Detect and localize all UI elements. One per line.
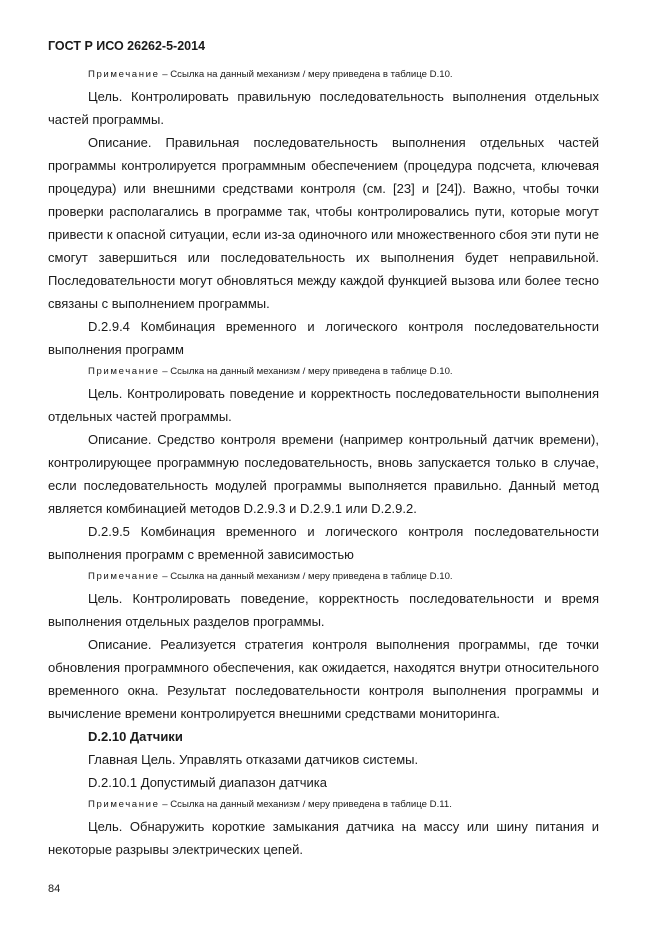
note-dash: – — [162, 799, 168, 810]
note-dash: – — [162, 69, 168, 80]
note — [48, 361, 599, 382]
note-text: Ссылка на данный механизм / меру приведена в таблице D.10. — [170, 571, 453, 582]
section-title-d295: D.2.9.5 Комбинация временного и логического контроля последовательности выполнения программ с временной зависимостью — [48, 524, 599, 562]
note-text: Ссылка на данный механизм / меру приведена в таблице D.10. — [170, 69, 453, 80]
note-label: Примечание — [88, 69, 160, 80]
goal-paragraph: Цель. Обнаружить короткие замыкания датчика на массу или шину питания и некоторые разрывы электрических цепей. — [48, 819, 599, 857]
note-label: Примечание — [88, 366, 160, 377]
page-body — [48, 64, 599, 861]
note — [48, 566, 599, 587]
note-label: Примечание — [88, 799, 160, 810]
page-header-title: ГОСТ Р ИСО 26262-5-2014 — [48, 39, 206, 53]
goal-paragraph: Цель. Контролировать поведение, корректность последовательности и время выполнения отдельных разделов программы. — [48, 591, 599, 629]
goal-paragraph: Цель. Контролировать правильную последовательность выполнения отдельных частей программы. — [48, 89, 599, 127]
note-text: Ссылка на данный механизм / меру приведена в таблице D.10. — [170, 366, 453, 377]
section-title-d294: D.2.9.4 Комбинация временного и логического контроля последовательности выполнения программ — [48, 319, 599, 357]
section-title-d2101: D.2.10.1 Допустимый диапазон датчика — [88, 775, 327, 790]
note-dash: – — [162, 366, 168, 377]
description-paragraph: Описание. Правильная последовательность выполнения отдельных частей программы контролируется программным обеспечением (процедура подсчета, ключевая процедура) или внешними средствами контроля (см. [23] и [24]). Важно, чтобы точки проверки располагались в программе так, чтобы контролировались пути, которые могут привести к опасной ситуации, если из-за одиночного или множественного сбоя эти пути не смогут завершиться или последовательность их выполнения будет неправильной. Последовательности могут обновляться между каждой функцией вызова или более тесно связаны с выполнением программы. — [48, 135, 599, 311]
goal-paragraph: Цель. Контролировать поведение и корректность последовательности выполнения отдельных частей программы. — [48, 386, 599, 424]
main-goal-paragraph: Главная Цель. Управлять отказами датчиков системы. — [88, 752, 419, 767]
description-paragraph: Описание. Средство контроля времени (например контрольный датчик времени), контролирующее программную последовательность, вновь запускается только в случае, если последовательность модулей программы выполняется правильно. Данный метод является комбинацией методов D.2.9.3 и D.2.9.1 или D.2.9.2. — [48, 432, 599, 516]
note-dash: – — [162, 571, 168, 582]
note — [48, 794, 599, 815]
description-paragraph: Описание. Реализуется стратегия контроля выполнения программы, где точки обновления программного обеспечения, как ожидается, находятся внутри относительного временного окна. Результат последовательности контроля выполнения программы и вычисление времени контролируется внешними средствами мониторинга. — [48, 637, 599, 721]
note — [48, 64, 599, 85]
note-text: Ссылка на данный механизм / меру приведена в таблице D.11. — [170, 799, 452, 810]
section-heading-d210: D.2.10 Датчики — [88, 729, 183, 744]
note-label: Примечание — [88, 571, 160, 582]
page-number: 84 — [48, 883, 61, 895]
